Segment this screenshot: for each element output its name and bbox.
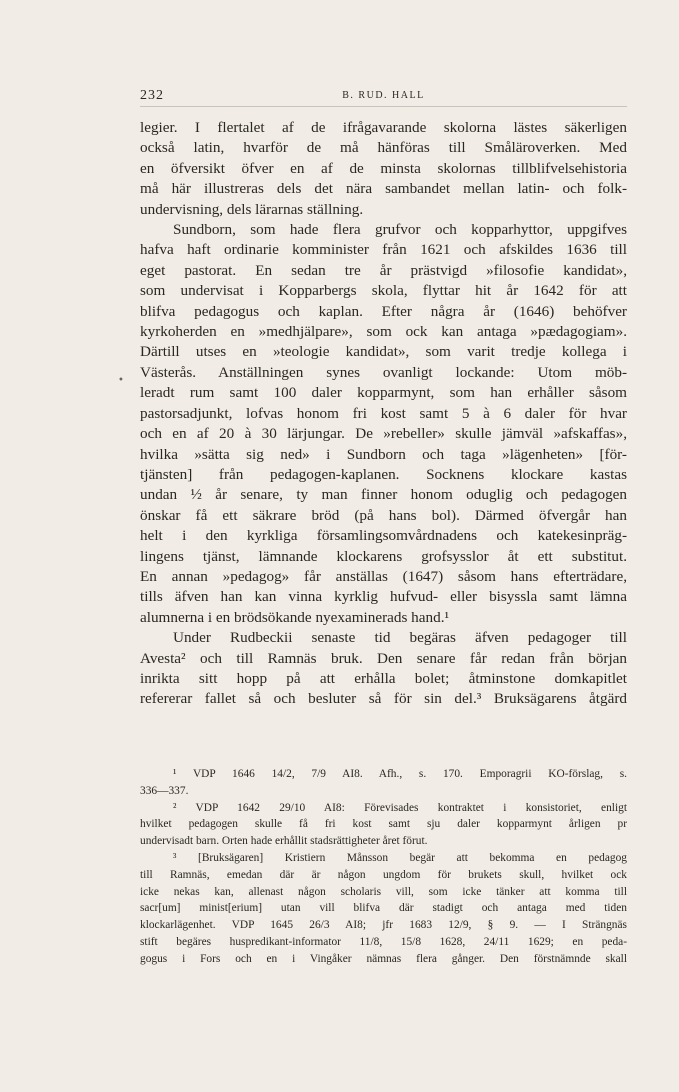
text-line: undervisning, dels lärarnas ställning. (140, 200, 364, 218)
text-line: undan ½ år senare, ty man finner honom oduglig och pedagogen (140, 486, 627, 504)
text-line: också latin, hvarför de må hänföras till Småläroverken. Med (140, 139, 627, 157)
text-line: som undervisat i Kopparbergs skola, flyttar hit år 1642 för att (140, 282, 627, 300)
text-line: lingens tjänst, lämnande klockarens grofsysslor åt ett substitut. (140, 547, 627, 565)
text-line: Sundborn, som hade flera grufvor och kopparhyttor, uppgifves (173, 221, 627, 239)
page-number: 232 (140, 88, 164, 103)
footnote-line: till Ramnäs, emedan där är någon ungdom för brukets skull, hvilket ock (140, 868, 627, 881)
text-line: Under Rudbeckii senaste tid begäras äfven pedagoger till (173, 629, 627, 647)
text-line: alumnerna i en brödsökande nyexaminerads hand.¹ (140, 608, 450, 626)
text-line: Avesta² och till Ramnäs bruk. Den senare får redan från början (140, 649, 627, 667)
footnote-line: stift begäres huspredikant-informator 11/8, 15/8 1628, 24/11 1629; en peda- (140, 935, 627, 948)
page-header (140, 86, 627, 107)
text-line: tjänsten] från pedagogen-kaplanen. Socknens klockare kastas (140, 465, 627, 483)
text-line: eget pastorat. En sedan tre år prästvigd »filosofie kandidat», (140, 261, 627, 279)
text-line: tills äfven han kan vinna kyrklig hufvud- eller bisyssla samt lämna (140, 588, 627, 606)
text-line: önskar få ett säkrare bröd (på hans bol). Därmed öfvergår han (140, 506, 627, 524)
footnote-line: icke nekas kan, allenast någon scholaris vill, som icke tänker att komma till (140, 885, 627, 898)
text-line: Därtill utses en »teologie kandidat», som varit tredje kollega i (140, 343, 627, 361)
footnote-line: ² VDP 1642 29/10 AI8: Förevisades kontraktet i konsistoriet, enligt (173, 801, 627, 814)
text-line: kyrkoherden en »medhjälpare», som ock kan antaga »pædagogiam». (140, 323, 627, 341)
running-head: B. RUD. HALL (342, 90, 425, 101)
text-line: pastorsadjunkt, lofvas honom fri kost samt 5 à 6 daler för hvar (140, 404, 627, 422)
footnote-line: hvilket pedagogen skulle få fri kost samt sju daler kopparmynt årligen pr (140, 818, 627, 831)
footnote-line: undervisadt barn. Orten hade erhållit stadsrättigheter året förut. (140, 835, 428, 848)
footnote-line: gogus i Fors och en i Vingåker nämnas flera gånger. Den förstnämnde skall (140, 952, 627, 965)
text-line: en öfversikt öfver en af de minsta skolornas tillblifvelsehistoria (140, 159, 627, 177)
text-line: blifva pedagogus och kaplan. Efter några år (1646) behöfver (140, 302, 627, 320)
text-line: hvilka »sätta sig ned» i Sundborn och taga »lägenheten» [för- (140, 445, 627, 463)
footnote-line: ¹ VDP 1646 14/2, 7/9 AI8. Afh., s. 170. Emporagrii KO-förslag, s. (173, 768, 627, 780)
text-line: refererar fallet så och besluter så för sin del.³ Bruksägarens åtgärd (140, 690, 627, 708)
margin-mark: • (118, 375, 124, 386)
text-line: legier. I flertalet af de ifrågavarande skolorna lästes säkerligen (140, 119, 627, 136)
text-line: hafva haft ordinarie komminister från 1621 och afskildes 1636 till (140, 241, 627, 259)
text-line: Västerås. Anställningen synes ovanligt lockande: Utom möb- (140, 363, 627, 381)
text-line: En annan »pedagog» får anställas (1647) såsom hans efterträdare, (140, 567, 627, 585)
footnote-line: klockarlägenhet. VDP 1645 26/3 AI8; jfr 1683 12/9, § 9. — I Strängnäs (140, 919, 627, 932)
footnotes (140, 766, 627, 968)
text-line: och en af 20 à 30 lärjungar. De »rebeller» skulle jämväl »afskaffas», (140, 425, 627, 443)
footnote-line: ³ [Bruksägaren] Kristiern Månsson begär att bekomma en pedagog (173, 851, 627, 864)
footnote-line: 336—337. (140, 784, 189, 797)
text-line: inrikta sitt hopp på att erhålla bolet; åtminstone domkapitlet (140, 669, 627, 687)
text-line: leradt rum samt 100 daler kopparmynt, som han erhåller såsom (140, 384, 627, 402)
text-line: helt i den kyrkliga församlingsomvårdnadens och katekesinpräg- (140, 527, 627, 545)
body-text (140, 118, 627, 710)
footnote-line: sacr[um] minist[erium] utan vill blifva där stadigt och antaga med tiden (140, 902, 627, 915)
text-line: må här illustreras dels det nära sambandet mellan latin- och folk- (140, 180, 627, 198)
